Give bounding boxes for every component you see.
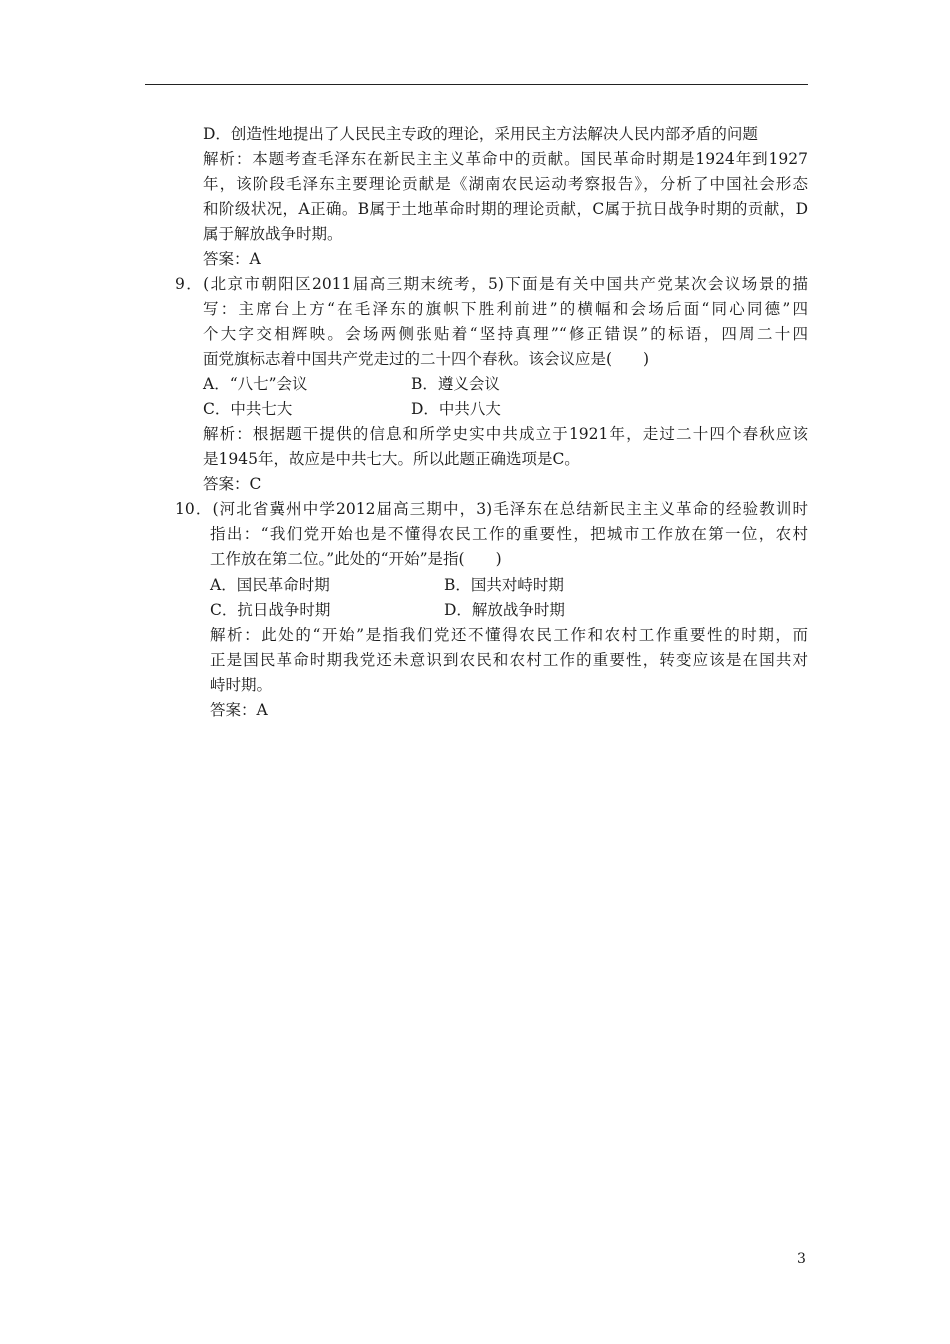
q10-answer: 答案：A	[210, 701, 268, 719]
q10-analysis-line: 解析：此处的“开始”是指我们党还不懂得农民工作和农村工作重要性的时期，而	[210, 626, 808, 644]
header-rule	[145, 84, 808, 85]
q8-analysis-line: 年，该阶段毛泽东主要理论贡献是《湖南农民运动考察报告》，分析了中国社会形态	[203, 175, 808, 193]
q9-stem-line: 个大字交相辉映。会场两侧张贴着“坚持真理”“修正错误”的标语，四周二十四	[203, 325, 808, 343]
q9-option-b: B．遵义会议	[411, 375, 500, 393]
q10-option-a: A．国民革命时期	[210, 576, 330, 594]
q9-analysis-line: 解析：根据题干提供的信息和所学史实中共成立于1921年，走过二十四个春秋应该	[203, 425, 808, 443]
q8-analysis-line: 属于解放战争时期。	[203, 225, 343, 243]
q10-option-d: D．解放战争时期	[444, 601, 565, 619]
q10-option-b: B．国共对峙时期	[444, 576, 564, 594]
page-number: 3	[797, 1251, 806, 1267]
q9-stem-line: 面党旗标志着中国共产党走过的二十四个春秋。该会议应是( )	[203, 350, 650, 368]
q9-option-a: A．“八七”会议	[203, 375, 308, 393]
q10-stem-line: 指出：“我们党开始也是不懂得农民工作的重要性，把城市工作放在第一位，农村	[210, 525, 808, 543]
q9-analysis-line: 是1945年，故应是中共七大。所以此题正确选项是C。	[203, 450, 580, 468]
q8-analysis-line: 解析：本题考查毛泽东在新民主主义革命中的贡献。国民革命时期是1924年到1927	[203, 150, 808, 168]
q10-analysis-line: 正是国民革命时期我党还未意识到农民和农村工作的重要性，转变应该是在国共对	[210, 651, 808, 669]
q10-stem-line: 10．(河北省冀州中学2012届高三期中，3)毛泽东在总结新民主主义革命的经验教训时	[175, 500, 808, 518]
q9-answer: 答案：C	[203, 475, 262, 493]
q9-stem-line: 写：主席台上方“在毛泽东的旗帜下胜利前进”的横幅和会场后面“同心同德”四	[203, 300, 808, 318]
q8-option-d: D．创造性地提出了人民民主专政的理论，采用民主方法解决人民内部矛盾的问题	[203, 125, 758, 143]
q8-analysis-line: 和阶级状况，A正确。B属于土地革命时期的理论贡献，C属于抗日战争时期的贡献，D	[203, 200, 808, 218]
q8-answer: 答案：A	[203, 250, 261, 268]
q10-option-c: C．抗日战争时期	[210, 601, 331, 619]
q9-stem-line: 9．(北京市朝阳区2011届高三期末统考，5)下面是有关中国共产党某次会议场景的描	[175, 275, 808, 293]
q9-option-d: D．中共八大	[411, 400, 501, 418]
q10-stem-line: 工作放在第二位。”此处的“开始”是指( )	[210, 550, 502, 568]
q9-option-c: C．中共七大	[203, 400, 293, 418]
q10-analysis-line: 峙时期。	[210, 676, 273, 694]
